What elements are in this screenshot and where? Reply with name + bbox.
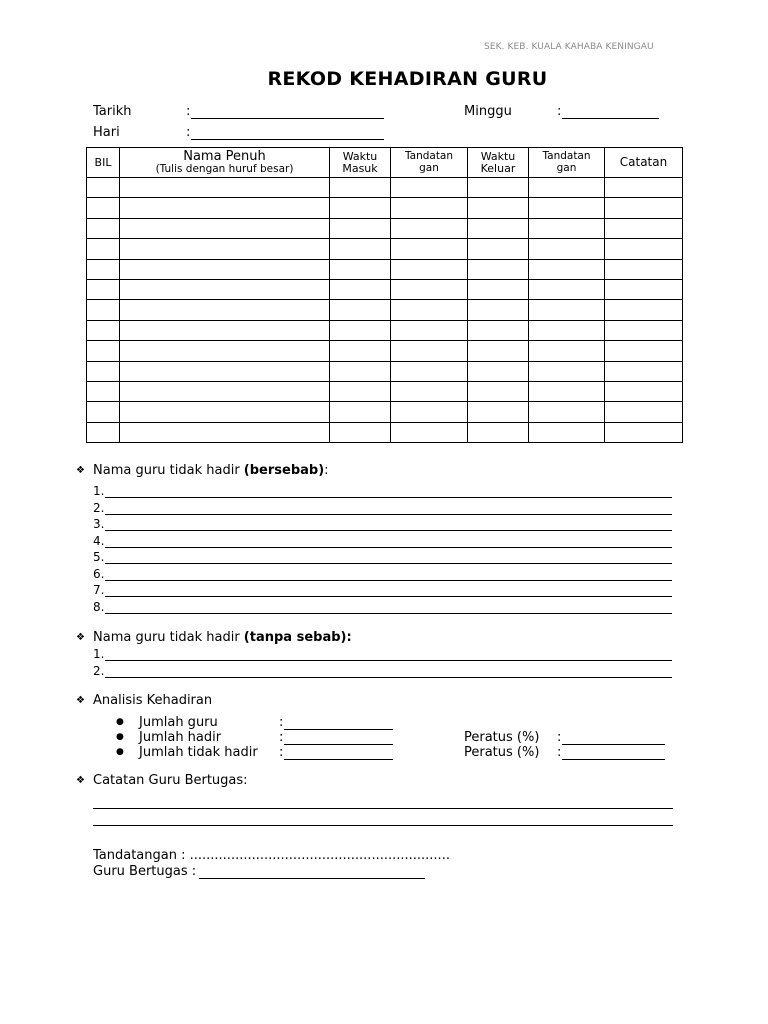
list-item-number: 3. — [93, 517, 105, 531]
table-cell[interactable] — [605, 198, 683, 218]
table-cell[interactable] — [120, 422, 330, 442]
table-cell[interactable] — [120, 300, 330, 320]
header-tandatangan-keluar — [529, 148, 605, 178]
table-cell[interactable] — [330, 402, 391, 422]
table-cell[interactable] — [468, 300, 529, 320]
table-cell[interactable] — [605, 239, 683, 259]
table-cell[interactable] — [529, 259, 605, 279]
table-cell[interactable] — [605, 300, 683, 320]
table-cell[interactable] — [605, 259, 683, 279]
table-cell[interactable] — [391, 381, 468, 401]
header-tandatangan-masuk-2: gan — [419, 161, 439, 174]
header-catatan: Catatan — [605, 148, 683, 178]
peratus-hadir-colon: : — [557, 730, 562, 745]
notes-line-1[interactable] — [93, 808, 673, 809]
table-cell[interactable] — [468, 218, 529, 238]
list-item-number: 2. — [93, 663, 105, 678]
guru-bertugas-field[interactable] — [199, 878, 425, 879]
table-cell[interactable] — [468, 320, 529, 340]
table-cell[interactable] — [529, 341, 605, 361]
list-item-line[interactable] — [105, 530, 672, 531]
table-cell[interactable] — [529, 300, 605, 320]
table-cell[interactable] — [605, 320, 683, 340]
list-item-number: 7. — [93, 583, 105, 597]
jumlah-hadir-colon: : — [279, 730, 284, 745]
table-cell[interactable] — [87, 422, 120, 442]
table-row — [87, 279, 683, 299]
jumlah-hadir-label: Jumlah hadir — [139, 730, 222, 745]
page-title: REKOD KEHADIRAN GURU — [267, 68, 548, 90]
peratus-hadir-field[interactable] — [562, 744, 665, 745]
table-row — [87, 218, 683, 238]
table-cell[interactable] — [120, 218, 330, 238]
tarikh-label: Tarikh — [93, 104, 132, 119]
table-cell[interactable] — [529, 361, 605, 381]
header-waktu-masuk-1: Waktu — [342, 149, 378, 163]
table-cell[interactable] — [391, 279, 468, 299]
header-tandatangan-masuk — [391, 148, 468, 178]
list-item-number: 1. — [93, 484, 105, 498]
table-cell[interactable] — [87, 279, 120, 299]
table-cell[interactable] — [468, 198, 529, 218]
table-cell[interactable] — [468, 279, 529, 299]
table-cell[interactable] — [468, 361, 529, 381]
table-cell[interactable] — [391, 259, 468, 279]
table-cell[interactable] — [330, 361, 391, 381]
table-cell[interactable] — [330, 178, 391, 198]
table-cell[interactable] — [391, 178, 468, 198]
list-item-line[interactable] — [105, 660, 672, 661]
table-cell[interactable] — [529, 218, 605, 238]
header-waktu-keluar-2: Keluar — [480, 161, 516, 175]
absent-reason-label — [93, 463, 329, 478]
table-cell[interactable] — [529, 422, 605, 442]
table-cell[interactable] — [87, 198, 120, 218]
table-row — [87, 402, 683, 422]
table-cell[interactable] — [330, 198, 391, 218]
table-cell[interactable] — [391, 218, 468, 238]
table-cell[interactable] — [605, 341, 683, 361]
list-item-number: 8. — [93, 599, 105, 614]
table-cell[interactable] — [391, 320, 468, 340]
hari-label: Hari — [93, 125, 120, 140]
diamond-bullet-icon: ❖ — [76, 465, 85, 476]
guru-bertugas-label: Guru Bertugas : — [93, 864, 197, 879]
table-cell[interactable] — [87, 178, 120, 198]
school-name: SEK. KEB. KUALA KAHABA KENINGAU — [484, 42, 654, 52]
header-tandatangan-masuk-1: Tandatan — [404, 150, 454, 163]
table-cell[interactable] — [391, 422, 468, 442]
table-row — [87, 239, 683, 259]
table-cell[interactable] — [120, 178, 330, 198]
absent-noreason-label — [93, 630, 352, 645]
table-cell[interactable] — [468, 259, 529, 279]
analysis-label: Analisis Kehadiran — [93, 693, 213, 708]
table-cell[interactable] — [120, 239, 330, 259]
header-waktu-masuk-2: Masuk — [342, 161, 378, 175]
table-cell[interactable] — [87, 361, 120, 381]
table-cell[interactable] — [391, 300, 468, 320]
peratus-hadir-label: Peratus (%) — [464, 730, 540, 745]
diamond-bullet-icon: ❖ — [76, 695, 85, 706]
table-cell[interactable] — [605, 279, 683, 299]
table-cell[interactable] — [87, 300, 120, 320]
table-row — [87, 259, 683, 279]
table-cell[interactable] — [120, 381, 330, 401]
table-row — [87, 341, 683, 361]
table-cell[interactable] — [391, 239, 468, 259]
table-cell[interactable] — [391, 341, 468, 361]
header-tandatangan-keluar-1: Tandatan — [542, 150, 591, 163]
header-waktu-masuk — [330, 148, 391, 178]
table-cell[interactable] — [120, 198, 330, 218]
jumlah-hadir-field[interactable] — [284, 744, 393, 745]
minggu-colon: : — [557, 104, 562, 119]
table-cell[interactable] — [605, 361, 683, 381]
jumlah-tidak-hadir-label: Jumlah tidak hadir — [139, 745, 258, 760]
table-header-row — [87, 148, 683, 178]
table-row — [87, 422, 683, 442]
list-item-line[interactable] — [105, 547, 672, 548]
notes-label: Catatan Guru Bertugas: — [93, 773, 248, 788]
diamond-bullet-icon: ❖ — [76, 632, 85, 643]
list-item-number: 6. — [93, 566, 105, 581]
table-cell[interactable] — [330, 381, 391, 401]
table-cell[interactable] — [87, 402, 120, 422]
round-bullet-icon: ● — [116, 717, 124, 727]
table-cell[interactable] — [391, 198, 468, 218]
table-cell[interactable] — [605, 402, 683, 422]
table-cell[interactable] — [468, 178, 529, 198]
jumlah-guru-colon: : — [279, 715, 284, 730]
table-cell[interactable] — [330, 320, 391, 340]
peratus-tidak-hadir-field[interactable] — [562, 759, 665, 760]
list-item-line[interactable] — [105, 497, 672, 498]
table-cell[interactable] — [468, 381, 529, 401]
hari-field[interactable] — [191, 139, 384, 140]
table-cell[interactable] — [120, 279, 330, 299]
table-cell[interactable] — [605, 381, 683, 401]
list-item-number: 5. — [93, 550, 105, 564]
minggu-field[interactable] — [562, 118, 659, 119]
table-cell[interactable] — [87, 259, 120, 279]
table-cell[interactable] — [605, 422, 683, 442]
table-cell[interactable] — [330, 218, 391, 238]
table-row — [87, 178, 683, 198]
header-tandatangan-keluar-2: gan — [556, 161, 577, 174]
list-item-number: 4. — [93, 533, 105, 548]
absent-noreason-label-text: Nama guru tidak hadir — [93, 630, 244, 645]
jumlah-tidak-hadir-field[interactable] — [284, 759, 393, 760]
jumlah-tidak-hadir-colon: : — [279, 745, 284, 760]
table-cell[interactable] — [87, 381, 120, 401]
table-cell[interactable] — [330, 300, 391, 320]
table-cell[interactable] — [87, 341, 120, 361]
list-item-number: 2. — [93, 500, 105, 515]
header-nama-title: Nama Penuh — [183, 149, 266, 165]
table-row — [87, 198, 683, 218]
table-cell[interactable] — [391, 402, 468, 422]
minggu-label: Minggu — [464, 104, 512, 119]
list-item-number: 1. — [93, 647, 105, 661]
diamond-bullet-icon: ❖ — [76, 775, 85, 786]
table-cell[interactable] — [120, 259, 330, 279]
absent-reason-label-text: Nama guru tidak hadir — [93, 463, 244, 478]
tarikh-colon: : — [186, 104, 191, 119]
absent-noreason-label-bold: (tanpa sebab): — [243, 630, 352, 645]
round-bullet-icon: ● — [116, 732, 124, 742]
list-item-line[interactable] — [105, 613, 672, 614]
round-bullet-icon: ● — [116, 747, 124, 757]
table-cell[interactable] — [120, 402, 330, 422]
table-cell[interactable] — [529, 239, 605, 259]
peratus-tidak-hadir-colon: : — [557, 745, 562, 760]
table-cell[interactable] — [391, 361, 468, 381]
table-cell[interactable] — [468, 239, 529, 259]
table-cell[interactable] — [120, 341, 330, 361]
table-cell[interactable] — [529, 402, 605, 422]
header-waktu-keluar — [468, 148, 529, 178]
table-cell[interactable] — [120, 320, 330, 340]
table-cell[interactable] — [468, 422, 529, 442]
table-cell[interactable] — [330, 259, 391, 279]
table-cell[interactable] — [605, 178, 683, 198]
header-nama — [120, 148, 330, 178]
table-cell[interactable] — [87, 239, 120, 259]
notes-line-2[interactable] — [93, 825, 673, 826]
jumlah-guru-field[interactable] — [284, 729, 393, 730]
absent-reason-label-bold: (bersebab) — [243, 463, 325, 478]
table-cell[interactable] — [529, 320, 605, 340]
table-cell[interactable] — [468, 402, 529, 422]
attendance-table — [86, 147, 683, 443]
signature-label: Tandatangan : ............................................................... — [93, 848, 450, 863]
jumlah-guru-label: Jumlah guru — [139, 715, 218, 730]
table-cell[interactable] — [529, 198, 605, 218]
list-item-line[interactable] — [105, 580, 672, 581]
table-cell[interactable] — [330, 279, 391, 299]
header-bil: BIL — [87, 148, 120, 178]
list-item-line[interactable] — [105, 563, 672, 564]
table-cell[interactable] — [529, 178, 605, 198]
table-row — [87, 361, 683, 381]
hari-colon: : — [186, 125, 191, 140]
tarikh-field[interactable] — [191, 118, 384, 119]
header-waktu-keluar-1: Waktu — [480, 149, 516, 163]
table-cell[interactable] — [529, 279, 605, 299]
peratus-tidak-hadir-label: Peratus (%) — [464, 745, 540, 760]
header-nama-sub: (Tulis dengan huruf besar) — [155, 162, 294, 175]
table-row — [87, 300, 683, 320]
table-cell[interactable] — [529, 381, 605, 401]
list-item-line[interactable] — [105, 677, 672, 678]
absent-reason-label-colon: : — [324, 463, 329, 478]
table-cell[interactable] — [330, 422, 391, 442]
table-cell[interactable] — [87, 218, 120, 238]
table-cell[interactable] — [120, 361, 330, 381]
table-cell[interactable] — [330, 341, 391, 361]
table-cell[interactable] — [87, 320, 120, 340]
table-cell[interactable] — [330, 239, 391, 259]
table-row — [87, 320, 683, 340]
table-cell[interactable] — [468, 341, 529, 361]
list-item-line[interactable] — [105, 514, 672, 515]
list-item-line[interactable] — [105, 596, 672, 597]
table-cell[interactable] — [605, 218, 683, 238]
table-row — [87, 381, 683, 401]
